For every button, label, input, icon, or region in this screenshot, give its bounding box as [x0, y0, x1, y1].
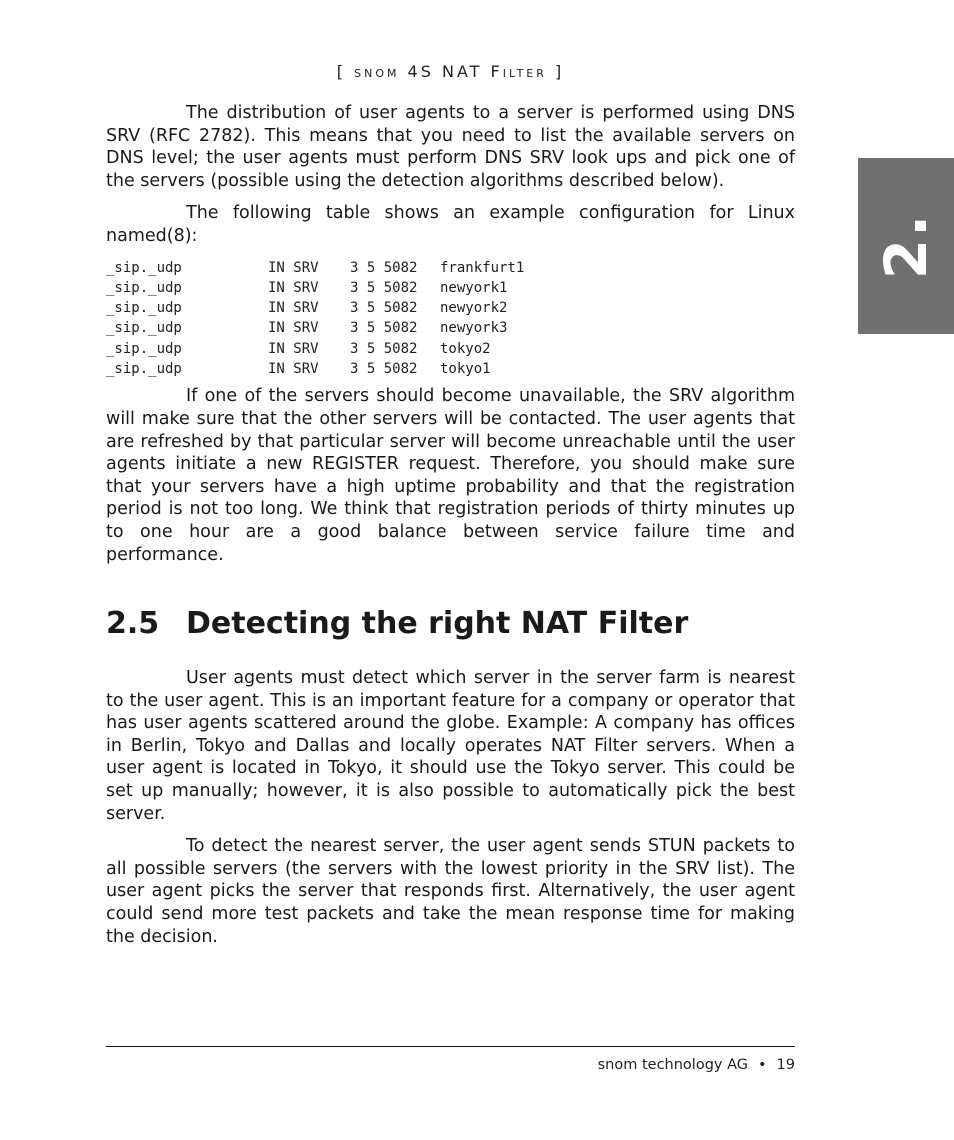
srv-values: 3 5 5082	[350, 340, 418, 357]
srv-type: IN SRV	[268, 361, 319, 378]
srv-service: _sip._udp	[106, 300, 182, 317]
srv-type: IN SRV	[268, 279, 319, 296]
srv-host: newyork1	[440, 279, 508, 296]
chapter-tab-label: 2.	[871, 212, 940, 280]
srv-row	[106, 318, 795, 338]
srv-service: _sip._udp	[106, 361, 182, 378]
chapter-tab	[858, 158, 954, 334]
srv-values: 3 5 5082	[350, 361, 418, 378]
srv-row	[106, 298, 795, 318]
footer-rule	[106, 1046, 795, 1047]
paragraph-detect-nearest: User agents must detect which server in the server farm is nearest to the user agent. This is an important feature for a company or operator that has user agents scattered around the globe. Example: A company has offices in Berlin, Tokyo and Dallas and locally operates NAT Filter servers. When a user agent is located in Tokyo, it should use the Tokyo server. This could be set up manually; however, it is also possible to automatically pick the best server.	[106, 668, 795, 824]
footer-company: snom technology AG	[597, 1057, 748, 1073]
srv-host: frankfurt1	[440, 259, 525, 276]
srv-type: IN SRV	[268, 340, 319, 357]
page-content	[106, 102, 795, 958]
paragraph-stun-detection: To detect the nearest server, the user agent sends STUN packets to all possible servers (the servers with the lowest priority in the SRV list). The user agent picks the server that responds first. Alternatively, the user agent could send more test packets and take the mean response time for making the decision.	[106, 836, 795, 947]
page-number: 19	[776, 1057, 795, 1073]
paragraph-table-intro: The following table shows an example configuration for Linux named(8):	[106, 203, 795, 246]
srv-host: newyork2	[440, 300, 508, 317]
srv-row	[106, 278, 795, 298]
srv-service: _sip._udp	[106, 259, 182, 276]
srv-row	[106, 258, 795, 278]
srv-config-table	[106, 258, 795, 380]
footer-bullet: •	[757, 1057, 767, 1073]
srv-values: 3 5 5082	[350, 279, 418, 296]
srv-row	[106, 339, 795, 359]
srv-type: IN SRV	[268, 320, 319, 337]
srv-service: _sip._udp	[106, 340, 182, 357]
srv-row	[106, 359, 795, 379]
paragraph-dns-srv: The distribution of user agents to a server is performed using DNS SRV (RFC 2782). This means that you need to list the available servers on DNS level; the user agents must perform DNS SRV look ups and pick one of the servers (possible using the detection algorithms described below).	[106, 103, 795, 191]
srv-type: IN SRV	[268, 259, 319, 276]
srv-type: IN SRV	[268, 300, 319, 317]
running-header: [ snom 4S NAT Filter ]	[336, 62, 565, 81]
srv-service: _sip._udp	[106, 320, 182, 337]
srv-values: 3 5 5082	[350, 320, 418, 337]
srv-values: 3 5 5082	[350, 259, 418, 276]
srv-host: tokyo1	[440, 361, 491, 378]
srv-values: 3 5 5082	[350, 300, 418, 317]
srv-host: tokyo2	[440, 340, 491, 357]
paragraph-srv-failover: If one of the servers should become unavailable, the SRV algorithm will make sure that the other servers will be contacted. The user agents that are refreshed by that particular server will become unreachable until the user agents initiate a new REGISTER request. Therefore, you should make sure that your servers have a high uptime probability and that the registration period is not too long. We think that registration periods of thirty minutes up to one hour are a good balance between service failure time and performance.	[106, 386, 795, 565]
page-footer	[106, 1057, 795, 1073]
srv-service: _sip._udp	[106, 279, 182, 296]
section-number: 2.5	[106, 606, 160, 642]
section-title: Detecting the right NAT Filter	[186, 606, 689, 642]
section-heading	[106, 606, 795, 641]
srv-host: newyork3	[440, 320, 508, 337]
